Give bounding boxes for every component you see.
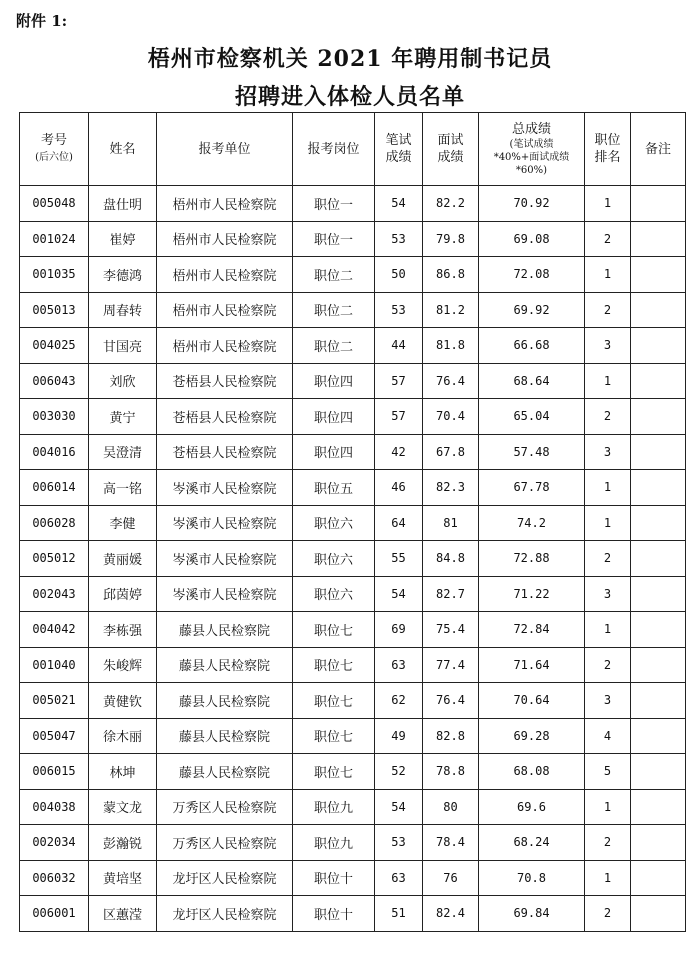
position-cell: 职位七	[293, 754, 375, 790]
header-total-line4: *60%)	[515, 165, 548, 176]
exam-id-cell: 002034	[20, 825, 89, 861]
rank-cell: 2	[585, 825, 631, 861]
rank-cell: 3	[585, 328, 631, 364]
header-written-line1: 笔试	[385, 133, 412, 148]
interview-score-cell: 76.4	[423, 683, 479, 719]
total-score-cell: 57.48	[479, 434, 585, 470]
exam-id-cell: 006001	[20, 896, 89, 932]
exam-id-cell: 006032	[20, 860, 89, 896]
table-row	[20, 683, 686, 719]
position-cell: 职位九	[293, 825, 375, 861]
exam-id-cell: 005021	[20, 683, 89, 719]
name-cell: 区蕙滢	[89, 896, 157, 932]
exam-id-cell: 006028	[20, 505, 89, 541]
unit-cell: 岑溪市人民检察院	[157, 470, 293, 506]
name-cell: 邱茵婷	[89, 576, 157, 612]
table-row	[20, 612, 686, 648]
unit-cell: 岑溪市人民检察院	[157, 541, 293, 577]
interview-score-cell: 82.8	[423, 718, 479, 754]
candidate-table	[19, 112, 686, 932]
remark-cell	[631, 825, 686, 861]
total-score-cell: 72.84	[479, 612, 585, 648]
rank-cell: 2	[585, 647, 631, 683]
name-cell: 高一铭	[89, 470, 157, 506]
written-score-cell: 69	[375, 612, 423, 648]
rank-cell: 1	[585, 612, 631, 648]
header-total-score	[479, 113, 585, 186]
rank-cell: 2	[585, 896, 631, 932]
position-cell: 职位十	[293, 860, 375, 896]
interview-score-cell: 84.8	[423, 541, 479, 577]
written-score-cell: 63	[375, 860, 423, 896]
position-cell: 职位九	[293, 789, 375, 825]
total-score-cell: 68.64	[479, 363, 585, 399]
unit-cell: 藤县人民检察院	[157, 647, 293, 683]
header-rank-line2: 排名	[594, 150, 621, 165]
header-interview-line2: 成绩	[437, 150, 464, 165]
position-cell: 职位二	[293, 328, 375, 364]
table-row	[20, 541, 686, 577]
interview-score-cell: 78.4	[423, 825, 479, 861]
table-row	[20, 470, 686, 506]
header-unit: 报考单位	[157, 113, 293, 186]
remark-cell	[631, 576, 686, 612]
total-score-cell: 72.08	[479, 257, 585, 293]
name-cell: 吴澄清	[89, 434, 157, 470]
position-cell: 职位六	[293, 541, 375, 577]
written-score-cell: 53	[375, 221, 423, 257]
remark-cell	[631, 434, 686, 470]
total-score-cell: 65.04	[479, 399, 585, 435]
unit-cell: 万秀区人民检察院	[157, 825, 293, 861]
interview-score-cell: 79.8	[423, 221, 479, 257]
unit-cell: 藤县人民检察院	[157, 718, 293, 754]
written-score-cell: 44	[375, 328, 423, 364]
exam-id-cell: 001035	[20, 257, 89, 293]
position-cell: 职位四	[293, 434, 375, 470]
total-score-cell: 66.68	[479, 328, 585, 364]
unit-cell: 龙圩区人民检察院	[157, 860, 293, 896]
rank-cell: 3	[585, 434, 631, 470]
header-total-line1: 总成绩	[511, 122, 551, 137]
table-row	[20, 896, 686, 932]
table-row	[20, 647, 686, 683]
unit-cell: 苍梧县人民检察院	[157, 399, 293, 435]
name-cell: 徐木丽	[89, 718, 157, 754]
total-score-cell: 68.08	[479, 754, 585, 790]
rank-cell: 3	[585, 576, 631, 612]
header-interview-score	[423, 113, 479, 186]
unit-cell: 梧州市人民检察院	[157, 186, 293, 222]
written-score-cell: 46	[375, 470, 423, 506]
rank-cell: 3	[585, 683, 631, 719]
rank-cell: 2	[585, 541, 631, 577]
table-row	[20, 505, 686, 541]
table-row	[20, 789, 686, 825]
written-score-cell: 52	[375, 754, 423, 790]
unit-cell: 岑溪市人民检察院	[157, 576, 293, 612]
total-score-cell: 69.92	[479, 292, 585, 328]
unit-cell: 梧州市人民检察院	[157, 221, 293, 257]
remark-cell	[631, 683, 686, 719]
document-title-line1: 梧州市检察机关 2021 年聘用制书记员	[147, 46, 553, 72]
total-score-cell: 71.64	[479, 647, 585, 683]
written-score-cell: 50	[375, 257, 423, 293]
rank-cell: 5	[585, 754, 631, 790]
name-cell: 彭瀚锐	[89, 825, 157, 861]
exam-id-cell: 004016	[20, 434, 89, 470]
remark-cell	[631, 896, 686, 932]
name-cell: 黄丽媛	[89, 541, 157, 577]
remark-cell	[631, 860, 686, 896]
header-total-line3: *40%+面试成绩	[493, 152, 570, 163]
name-cell: 李栋强	[89, 612, 157, 648]
position-cell: 职位六	[293, 505, 375, 541]
unit-cell: 藤县人民检察院	[157, 612, 293, 648]
written-score-cell: 63	[375, 647, 423, 683]
rank-cell: 4	[585, 718, 631, 754]
position-cell: 职位七	[293, 683, 375, 719]
unit-cell: 苍梧县人民检察院	[157, 363, 293, 399]
written-score-cell: 57	[375, 363, 423, 399]
remark-cell	[631, 328, 686, 364]
written-score-cell: 57	[375, 399, 423, 435]
exam-id-cell: 004042	[20, 612, 89, 648]
interview-score-cell: 81.8	[423, 328, 479, 364]
interview-score-cell: 78.8	[423, 754, 479, 790]
rank-cell: 2	[585, 292, 631, 328]
position-cell: 职位一	[293, 186, 375, 222]
rank-cell: 1	[585, 860, 631, 896]
rank-cell: 1	[585, 470, 631, 506]
remark-cell	[631, 612, 686, 648]
table-row	[20, 576, 686, 612]
exam-id-cell: 001024	[20, 221, 89, 257]
table-row	[20, 328, 686, 364]
name-cell: 黄宁	[89, 399, 157, 435]
table-row	[20, 257, 686, 293]
name-cell: 林坤	[89, 754, 157, 790]
remark-cell	[631, 754, 686, 790]
name-cell: 李德鸿	[89, 257, 157, 293]
remark-cell	[631, 718, 686, 754]
name-cell: 黄培坚	[89, 860, 157, 896]
rank-cell: 1	[585, 257, 631, 293]
total-score-cell: 70.8	[479, 860, 585, 896]
total-score-cell: 69.84	[479, 896, 585, 932]
interview-score-cell: 86.8	[423, 257, 479, 293]
position-cell: 职位二	[293, 292, 375, 328]
rank-cell: 2	[585, 399, 631, 435]
total-score-cell: 71.22	[479, 576, 585, 612]
interview-score-cell: 75.4	[423, 612, 479, 648]
header-interview-line1: 面试	[437, 133, 464, 148]
name-cell: 周春转	[89, 292, 157, 328]
written-score-cell: 53	[375, 825, 423, 861]
interview-score-cell: 81	[423, 505, 479, 541]
table-row	[20, 754, 686, 790]
position-cell: 职位七	[293, 647, 375, 683]
header-exam-id	[20, 113, 89, 186]
rank-cell: 1	[585, 789, 631, 825]
remark-cell	[631, 363, 686, 399]
attachment-label: 附件 1:	[16, 12, 68, 30]
name-cell: 黄健钦	[89, 683, 157, 719]
position-cell: 职位七	[293, 718, 375, 754]
position-cell: 职位二	[293, 257, 375, 293]
header-position: 报考岗位	[293, 113, 375, 186]
remark-cell	[631, 399, 686, 435]
exam-id-cell: 006015	[20, 754, 89, 790]
interview-score-cell: 67.8	[423, 434, 479, 470]
remark-cell	[631, 789, 686, 825]
unit-cell: 岑溪市人民检察院	[157, 505, 293, 541]
written-score-cell: 51	[375, 896, 423, 932]
written-score-cell: 42	[375, 434, 423, 470]
written-score-cell: 54	[375, 789, 423, 825]
interview-score-cell: 82.2	[423, 186, 479, 222]
position-cell: 职位五	[293, 470, 375, 506]
interview-score-cell: 76.4	[423, 363, 479, 399]
header-written-score	[375, 113, 423, 186]
total-score-cell: 70.92	[479, 186, 585, 222]
exam-id-cell: 005048	[20, 186, 89, 222]
unit-cell: 梧州市人民检察院	[157, 257, 293, 293]
written-score-cell: 53	[375, 292, 423, 328]
rank-cell: 1	[585, 186, 631, 222]
table-header-row	[20, 113, 686, 186]
exam-id-cell: 005012	[20, 541, 89, 577]
unit-cell: 藤县人民检察院	[157, 683, 293, 719]
document-title-line2: 招聘进入体检人员名单	[234, 84, 465, 110]
interview-score-cell: 82.7	[423, 576, 479, 612]
exam-id-cell: 003030	[20, 399, 89, 435]
position-cell: 职位六	[293, 576, 375, 612]
table-row	[20, 221, 686, 257]
header-remark: 备注	[631, 113, 686, 186]
interview-score-cell: 76	[423, 860, 479, 896]
header-exam-id-label: 考号	[40, 133, 67, 148]
header-name: 姓名	[89, 113, 157, 186]
written-score-cell: 55	[375, 541, 423, 577]
position-cell: 职位十	[293, 896, 375, 932]
position-cell: 职位四	[293, 363, 375, 399]
total-score-cell: 69.08	[479, 221, 585, 257]
table-row	[20, 825, 686, 861]
header-rank-line1: 职位	[594, 133, 621, 148]
remark-cell	[631, 257, 686, 293]
exam-id-cell: 006043	[20, 363, 89, 399]
name-cell: 崔婷	[89, 221, 157, 257]
remark-cell	[631, 470, 686, 506]
exam-id-cell: 001040	[20, 647, 89, 683]
table-row	[20, 434, 686, 470]
table-row	[20, 718, 686, 754]
name-cell: 李健	[89, 505, 157, 541]
exam-id-cell: 004025	[20, 328, 89, 364]
unit-cell: 梧州市人民检察院	[157, 292, 293, 328]
name-cell: 刘欣	[89, 363, 157, 399]
rank-cell: 1	[585, 505, 631, 541]
position-cell: 职位一	[293, 221, 375, 257]
unit-cell: 苍梧县人民检察院	[157, 434, 293, 470]
header-total-line2: (笔试成绩	[509, 139, 554, 150]
unit-cell: 龙圩区人民检察院	[157, 896, 293, 932]
interview-score-cell: 82.3	[423, 470, 479, 506]
interview-score-cell: 77.4	[423, 647, 479, 683]
name-cell: 甘国亮	[89, 328, 157, 364]
remark-cell	[631, 505, 686, 541]
interview-score-cell: 81.2	[423, 292, 479, 328]
table-row	[20, 186, 686, 222]
written-score-cell: 54	[375, 576, 423, 612]
header-rank	[585, 113, 631, 186]
name-cell: 朱峻辉	[89, 647, 157, 683]
total-score-cell: 70.64	[479, 683, 585, 719]
table-row	[20, 399, 686, 435]
header-exam-id-note: (后六位)	[35, 152, 73, 163]
remark-cell	[631, 221, 686, 257]
interview-score-cell: 70.4	[423, 399, 479, 435]
exam-id-cell: 004038	[20, 789, 89, 825]
written-score-cell: 54	[375, 186, 423, 222]
remark-cell	[631, 647, 686, 683]
exam-id-cell: 005013	[20, 292, 89, 328]
total-score-cell: 69.28	[479, 718, 585, 754]
name-cell: 盘仕明	[89, 186, 157, 222]
total-score-cell: 74.2	[479, 505, 585, 541]
exam-id-cell: 006014	[20, 470, 89, 506]
remark-cell	[631, 292, 686, 328]
table-row	[20, 363, 686, 399]
written-score-cell: 64	[375, 505, 423, 541]
table-row	[20, 860, 686, 896]
total-score-cell: 69.6	[479, 789, 585, 825]
written-score-cell: 62	[375, 683, 423, 719]
unit-cell: 万秀区人民检察院	[157, 789, 293, 825]
interview-score-cell: 82.4	[423, 896, 479, 932]
total-score-cell: 67.78	[479, 470, 585, 506]
written-score-cell: 49	[375, 718, 423, 754]
exam-id-cell: 002043	[20, 576, 89, 612]
table-body	[20, 186, 686, 932]
total-score-cell: 72.88	[479, 541, 585, 577]
rank-cell: 1	[585, 363, 631, 399]
rank-cell: 2	[585, 221, 631, 257]
remark-cell	[631, 541, 686, 577]
unit-cell: 藤县人民检察院	[157, 754, 293, 790]
position-cell: 职位四	[293, 399, 375, 435]
header-written-line2: 成绩	[385, 150, 412, 165]
name-cell: 蒙文龙	[89, 789, 157, 825]
table-row	[20, 292, 686, 328]
exam-id-cell: 005047	[20, 718, 89, 754]
unit-cell: 梧州市人民检察院	[157, 328, 293, 364]
interview-score-cell: 80	[423, 789, 479, 825]
position-cell: 职位七	[293, 612, 375, 648]
total-score-cell: 68.24	[479, 825, 585, 861]
remark-cell	[631, 186, 686, 222]
